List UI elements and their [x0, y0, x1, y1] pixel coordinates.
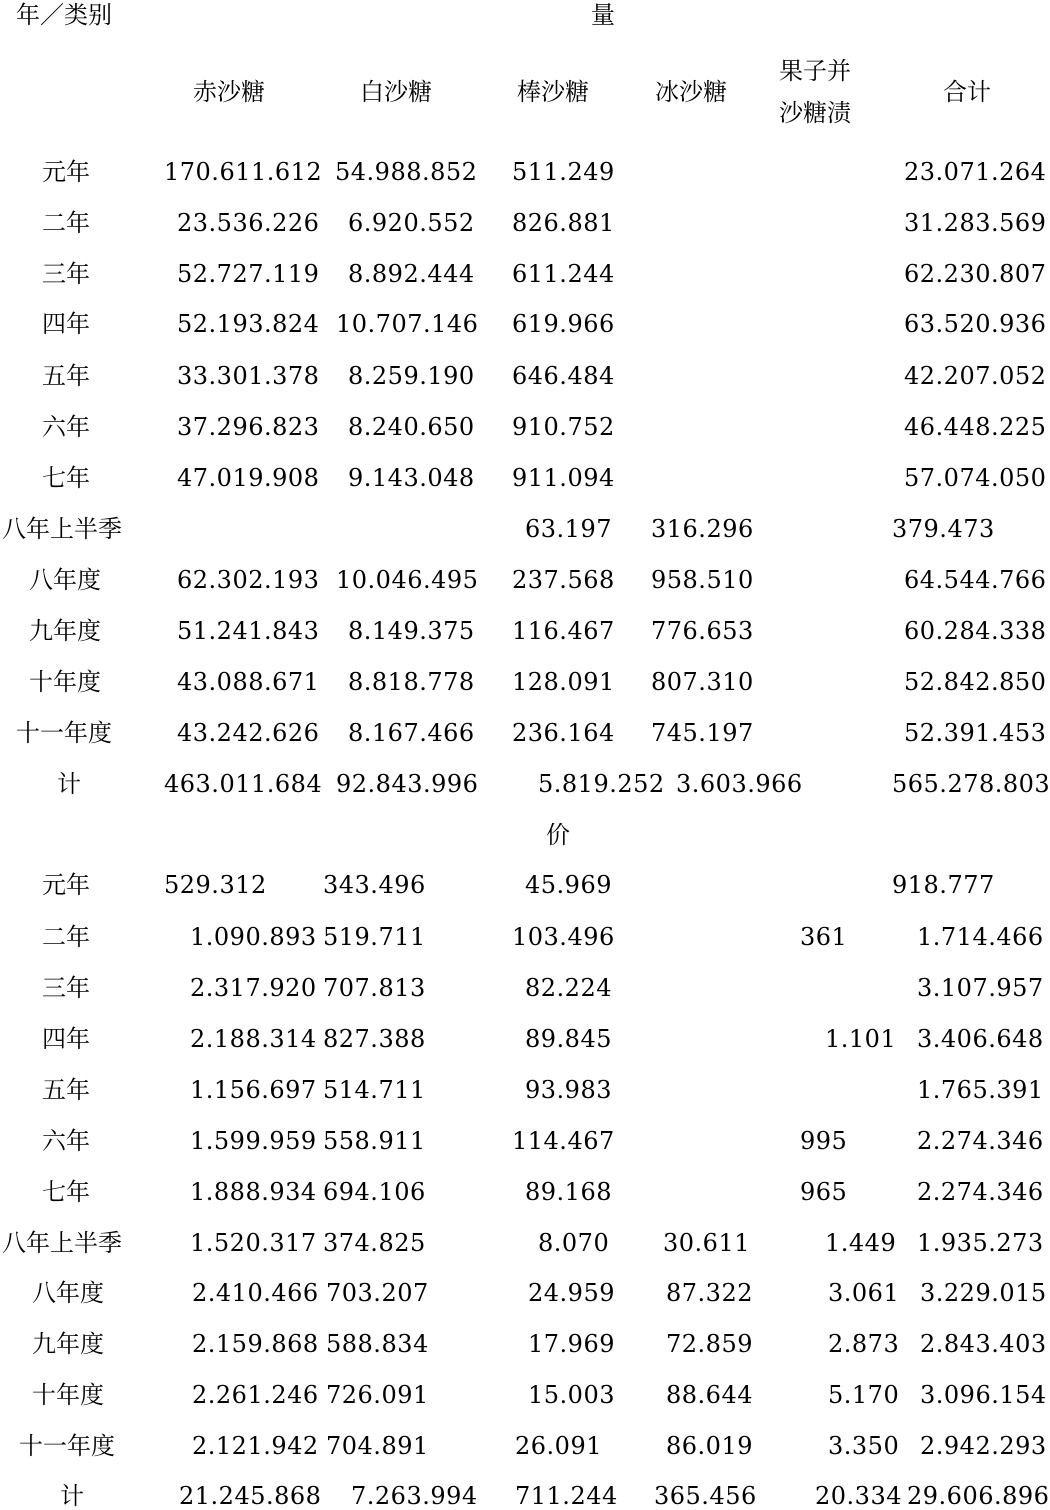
cell-stick-sugar: 910.752: [512, 413, 615, 441]
table-row: [0, 1381, 1047, 1409]
cell-stick-sugar: 114.467: [512, 1127, 615, 1155]
cell-stick-sugar: 82.224: [525, 974, 612, 1002]
cell-fruit-sugar: 2.873: [828, 1330, 900, 1358]
cell-white-sugar: 343.496: [323, 871, 426, 899]
cell-red-sugar: 463.011.684: [164, 770, 323, 798]
cell-total: 1.714.466: [917, 923, 1044, 951]
cell-red-sugar: 23.536.226: [177, 209, 320, 237]
cell-stick-sugar: 236.164: [512, 719, 615, 747]
cell-stick-sugar: 826.881: [512, 209, 615, 237]
cell-total: 3.229.015: [920, 1279, 1047, 1307]
column-header-fruit-line2: 沙糖渍: [779, 99, 851, 127]
cell-white-sugar: 8.240.650: [348, 413, 475, 441]
cell-white-sugar: 6.920.552: [348, 209, 475, 237]
row-year-label: 计: [60, 1482, 84, 1510]
cell-white-sugar: 374.825: [323, 1229, 426, 1257]
cell-white-sugar: 9.143.048: [348, 464, 475, 492]
cell-total: 3.096.154: [920, 1381, 1047, 1409]
cell-stick-sugar: 646.484: [512, 362, 615, 390]
cell-total: 31.283.569: [904, 209, 1047, 237]
cell-white-sugar: 694.106: [323, 1178, 426, 1206]
cell-stick-sugar: 619.966: [512, 310, 615, 338]
cell-stick-sugar: 711.244: [515, 1482, 618, 1510]
cell-red-sugar: 170.611.612: [164, 158, 323, 186]
cell-fruit-sugar: 3.061: [828, 1279, 900, 1307]
cell-red-sugar: 37.296.823: [177, 413, 320, 441]
cell-stick-sugar: 103.496: [512, 923, 615, 951]
cell-total: 1.765.391: [917, 1076, 1044, 1104]
cell-total: 2.274.346: [917, 1127, 1044, 1155]
cell-total: 3.107.957: [917, 974, 1044, 1002]
cell-white-sugar: 8.892.444: [348, 260, 475, 288]
cell-total: 63.520.936: [904, 310, 1047, 338]
row-year-label: 三年: [42, 260, 90, 288]
cell-total: 46.448.225: [904, 413, 1047, 441]
row-year-label: 十年度: [32, 1381, 104, 1409]
cell-fruit-sugar: 20.334: [815, 1482, 902, 1510]
cell-stick-sugar: 128.091: [512, 668, 615, 696]
cell-red-sugar: 529.312: [164, 871, 267, 899]
table-row-total: [0, 1482, 1050, 1510]
cell-white-sugar: 10.707.146: [336, 310, 479, 338]
cell-white-sugar: 7.263.994: [351, 1482, 478, 1510]
column-header-rock-sugar: 冰沙糖: [655, 78, 727, 106]
cell-red-sugar: 52.193.824: [177, 310, 320, 338]
cell-fruit-sugar: 995: [800, 1127, 848, 1155]
cell-white-sugar: 8.259.190: [348, 362, 475, 390]
row-year-label: 元年: [42, 158, 90, 186]
cell-total: 42.207.052: [904, 362, 1047, 390]
cell-rock-sugar: 316.296: [651, 515, 754, 543]
cell-red-sugar: 2.188.314: [190, 1025, 317, 1053]
cell-white-sugar: 8.149.375: [348, 617, 475, 645]
cell-total: 3.406.648: [917, 1025, 1044, 1053]
cell-red-sugar: 1.888.934: [190, 1178, 317, 1206]
row-year-label: 九年度: [32, 1330, 104, 1358]
cell-red-sugar: 2.317.920: [190, 974, 317, 1002]
row-year-label: 八年上半季: [2, 1229, 122, 1257]
row-year-label: 四年: [42, 310, 90, 338]
row-year-label: 五年: [42, 1076, 90, 1104]
cell-white-sugar: 514.711: [323, 1076, 426, 1104]
row-year-label: 七年: [42, 464, 90, 492]
cell-fruit-sugar: 1.101: [825, 1025, 897, 1053]
cell-fruit-sugar: 965: [800, 1178, 848, 1206]
column-header-white-sugar: 白沙糖: [360, 78, 432, 106]
cell-white-sugar: 519.711: [323, 923, 426, 951]
cell-red-sugar: 43.088.671: [177, 668, 320, 696]
table-row: [0, 1279, 1047, 1307]
cell-stick-sugar: 8.070: [538, 1229, 610, 1257]
cell-stick-sugar: 237.568: [512, 566, 615, 594]
cell-total: 2.274.346: [917, 1178, 1044, 1206]
row-year-label: 六年: [42, 1127, 90, 1155]
cell-total: 1.935.273: [917, 1229, 1044, 1257]
cell-stick-sugar: 26.091: [515, 1432, 602, 1460]
cell-total: 52.842.850: [904, 668, 1047, 696]
cell-stick-sugar: 116.467: [512, 617, 615, 645]
table-row: [0, 1127, 1044, 1155]
cell-white-sugar: 707.813: [323, 974, 426, 1002]
cell-total: 2.843.403: [920, 1330, 1047, 1358]
row-year-label: 九年度: [29, 617, 101, 645]
cell-total: 64.544.766: [904, 566, 1047, 594]
column-header-fruit-line1: 果子并: [779, 57, 851, 85]
cell-white-sugar: 8.818.778: [348, 668, 475, 696]
cell-stick-sugar: 15.003: [528, 1381, 615, 1409]
cell-rock-sugar: 776.653: [651, 617, 754, 645]
cell-white-sugar: 588.834: [326, 1330, 429, 1358]
cell-red-sugar: 1.090.893: [190, 923, 317, 951]
cell-total: 565.278.803: [892, 770, 1050, 798]
cell-total: 23.071.264: [904, 158, 1047, 186]
row-year-label: 十一年度: [19, 1432, 115, 1460]
cell-red-sugar: 47.019.908: [177, 464, 320, 492]
cell-rock-sugar: 30.611: [663, 1229, 750, 1257]
row-year-label: 三年: [42, 974, 90, 1002]
row-year-label: 元年: [42, 871, 90, 899]
cell-white-sugar: 704.891: [326, 1432, 429, 1460]
cell-red-sugar: 1.520.317: [190, 1229, 317, 1257]
cell-rock-sugar: 807.310: [651, 668, 754, 696]
row-year-label: 十一年度: [16, 719, 112, 747]
cell-red-sugar: 2.121.942: [192, 1432, 319, 1460]
cell-total: 918.777: [892, 871, 995, 899]
cell-stick-sugar: 911.094: [512, 464, 615, 492]
table-row: [0, 873, 1033, 899]
row-year-label: 计: [57, 770, 81, 798]
row-year-label: 七年: [42, 1178, 90, 1206]
table-row: [0, 1178, 1044, 1206]
cell-fruit-sugar: 5.170: [828, 1381, 900, 1409]
cell-stick-sugar: 45.969: [525, 871, 612, 899]
row-year-label: 五年: [42, 362, 90, 390]
row-header-label: 年／类别: [16, 1, 112, 29]
cell-total: 52.391.453: [904, 719, 1047, 747]
table-row: [0, 974, 1044, 1002]
cell-red-sugar: 62.302.193: [177, 566, 320, 594]
cell-total: 379.473: [892, 515, 995, 543]
section-title-quantity: 量: [591, 1, 615, 29]
cell-stick-sugar: 611.244: [512, 260, 615, 288]
cell-red-sugar: 1.156.697: [190, 1076, 317, 1104]
cell-total: 62.230.807: [904, 260, 1047, 288]
cell-white-sugar: 726.091: [326, 1381, 429, 1409]
row-year-label: 十年度: [29, 668, 101, 696]
cell-stick-sugar: 63.197: [525, 515, 612, 543]
cell-white-sugar: 10.046.495: [336, 566, 479, 594]
section-title-price: 价: [546, 821, 570, 849]
cell-red-sugar: 43.242.626: [177, 719, 320, 747]
column-header-total: 合计: [943, 78, 991, 106]
cell-white-sugar: 827.388: [323, 1025, 426, 1053]
cell-red-sugar: 1.599.959: [190, 1127, 317, 1155]
cell-red-sugar: 2.159.868: [192, 1330, 319, 1358]
cell-total: 29.606.896: [907, 1482, 1050, 1510]
cell-stick-sugar: 89.845: [525, 1025, 612, 1053]
column-header-red-sugar: 赤沙糖: [193, 78, 265, 106]
cell-white-sugar: 92.843.996: [336, 770, 479, 798]
table-row: [0, 1432, 1047, 1460]
table-row: [0, 923, 1044, 951]
cell-white-sugar: 558.911: [323, 1127, 426, 1155]
cell-red-sugar: 2.410.466: [192, 1279, 319, 1307]
cell-stick-sugar: 89.168: [525, 1178, 612, 1206]
cell-red-sugar: 21.245.868: [179, 1482, 322, 1510]
cell-total: 2.942.293: [920, 1432, 1047, 1460]
table-row: [0, 1229, 1044, 1257]
cell-white-sugar: 8.167.466: [348, 719, 475, 747]
cell-stick-sugar: 511.249: [512, 158, 615, 186]
cell-white-sugar: 703.207: [326, 1279, 429, 1307]
cell-rock-sugar: 958.510: [651, 566, 754, 594]
row-year-label: 二年: [42, 209, 90, 237]
cell-stick-sugar: 24.959: [528, 1279, 615, 1307]
cell-red-sugar: 2.261.246: [192, 1381, 319, 1409]
row-year-label: 二年: [42, 923, 90, 951]
cell-rock-sugar: 365.456: [654, 1482, 757, 1510]
row-year-label: 八年度: [32, 1279, 104, 1307]
cell-rock-sugar: 87.322: [666, 1279, 753, 1307]
table-row: [0, 1076, 1044, 1104]
cell-rock-sugar: 88.644: [666, 1381, 753, 1409]
column-header-stick-sugar: 棒沙糖: [517, 78, 589, 106]
cell-total: 57.074.050: [904, 464, 1047, 492]
cell-stick-sugar: 5.819.252: [538, 770, 665, 798]
cell-rock-sugar: 86.019: [666, 1432, 753, 1460]
cell-fruit-sugar: 361: [800, 923, 848, 951]
cell-fruit-sugar: 1.449: [825, 1229, 897, 1257]
row-year-label: 六年: [42, 413, 90, 441]
cell-total: 60.284.338: [904, 617, 1047, 645]
row-year-label: 四年: [42, 1025, 90, 1053]
cell-red-sugar: 52.727.119: [177, 260, 320, 288]
cell-rock-sugar: 3.603.966: [676, 770, 803, 798]
cell-red-sugar: 51.241.843: [177, 617, 320, 645]
cell-stick-sugar: 17.969: [528, 1330, 615, 1358]
cell-rock-sugar: 72.859: [666, 1330, 753, 1358]
table-row: [0, 1330, 1047, 1358]
row-year-label: 八年上半季: [2, 515, 122, 543]
cell-fruit-sugar: 3.350: [828, 1432, 900, 1460]
table-row: [0, 1025, 1044, 1053]
cell-red-sugar: 33.301.378: [177, 362, 320, 390]
cell-stick-sugar: 93.983: [525, 1076, 612, 1104]
row-year-label: 八年度: [29, 566, 101, 594]
cell-rock-sugar: 745.197: [651, 719, 754, 747]
cell-white-sugar: 54.988.852: [335, 158, 478, 186]
